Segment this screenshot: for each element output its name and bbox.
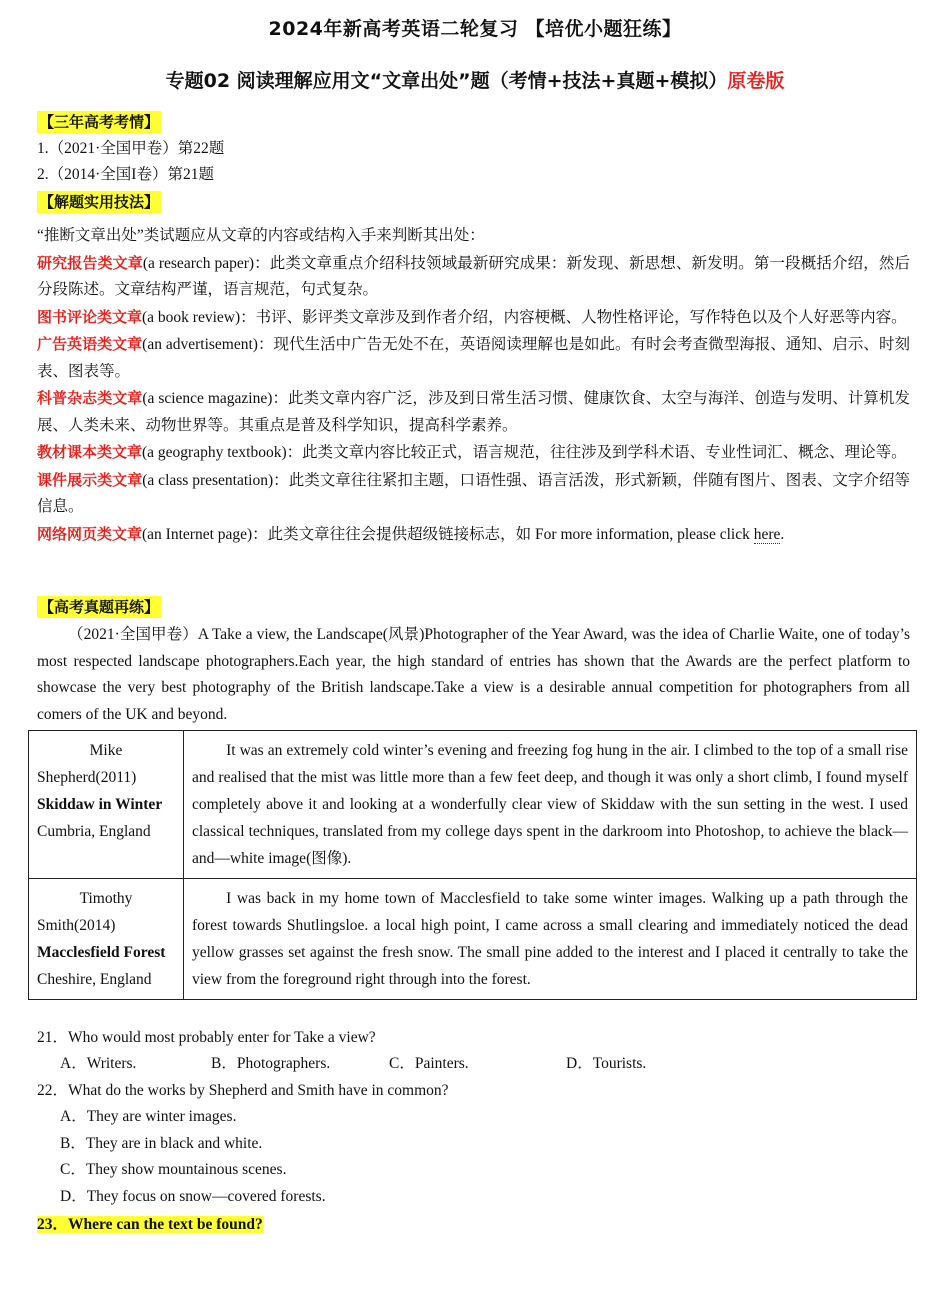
section-tag-tips: 【解题实用技法】 xyxy=(39,193,160,211)
category-presentation: 课件展示类文章(a class presentation)：此类文章往往紧扣主题，口语性强、语言活泼，形式新颖，伴随有图片、图表、文字介绍等信息。 xyxy=(37,470,910,515)
work-place: Cheshire, England xyxy=(37,971,152,988)
tips-body xyxy=(37,223,910,548)
option-21-a[interactable]: A．Writers. xyxy=(60,1055,137,1072)
question-22: 22．What do the works by Shepherd and Smith have in common? xyxy=(37,1082,449,1099)
section-tag-real: 【高考真题再练】 xyxy=(39,598,160,616)
entry-description: I was back in my home town of Macclesfield to take some winter images. Walking up a path through the forest towards Shutlingsloe. a local high point, I came across a small clearing and immediately noticed the dead yellow grasses set against the fresh snow. The small pine added to the interest and I placed it centrally to take the view from the foreground right through into the forest. xyxy=(184,879,917,1000)
here-link[interactable]: here xyxy=(753,525,781,543)
subtitle-main: 专题02 阅读理解应用文“文章出处”题（考情+技法+真题+模拟） xyxy=(165,70,728,92)
option-22-b[interactable]: B．They are in black and white. xyxy=(60,1135,263,1152)
option-22-c[interactable]: C．They show mountainous scenes. xyxy=(60,1161,287,1178)
option-21-b[interactable]: B．Photographers. xyxy=(211,1055,331,1072)
exam-item: 1.（2021·全国甲卷）第22题 xyxy=(37,140,225,157)
photographer-name: Mike xyxy=(89,742,123,759)
section-tag-exam: 【三年高考考情】 xyxy=(39,113,160,131)
entries-table xyxy=(28,730,917,1000)
option-22-a[interactable]: A．They are winter images. xyxy=(60,1108,237,1125)
photographer-year: Smith(2014) xyxy=(37,917,116,934)
option-22-d[interactable]: D．They focus on snow—covered forests. xyxy=(60,1188,326,1205)
option-21-c[interactable]: C．Painters. xyxy=(389,1055,469,1072)
category-research: 研究报告类文章(a research paper)：此类文章重点介绍科技领域最新研究成果：新发现、新思想、新发明。第一段概括介绍，然后分段陈述。文章结构严谨，语言规范，句式复杂。 xyxy=(37,253,910,298)
passage-intro: （2021·全国甲卷）A Take a view, the Landscape(风景)Photographer of the Year Award, was the idea of Charlie Waite, one of today’s most respected landscape photographers.Each year, the high standard of entries has shown that the Awards are the perfect platform to showcase the very best photography of the British landscape.Take a view is a desirable annual competition for photographers from all comers of the UK and beyond. xyxy=(37,626,910,723)
option-21-d[interactable]: D．Tourists. xyxy=(566,1055,647,1072)
question-21: 21．Who would most probably enter for Take a view? xyxy=(37,1029,376,1046)
work-title: Skiddaw in Winter xyxy=(37,796,163,813)
photographer-name: Timothy xyxy=(79,890,133,907)
work-title: Macclesfield Forest xyxy=(37,944,166,961)
table-row xyxy=(29,731,917,879)
entry-info xyxy=(29,731,184,879)
subtitle-version: 原卷版 xyxy=(727,70,785,92)
tips-intro: “推断文章出处”类试题应从文章的内容或结构入手来判断其出处： xyxy=(37,227,485,244)
document-title: 2024年新高考英语二轮复习 【培优小题狂练】 xyxy=(268,18,682,40)
category-science-magazine: 科普杂志类文章(a science magazine)：此类文章内容广泛，涉及到日常生活习惯、健康饮食、太空与海洋、创造与发明、计算机发展、人类未来、动物世界等。其重点是普及科学知识，提高科学素养。 xyxy=(37,389,910,434)
document-subtitle xyxy=(0,66,950,93)
category-book-review: 图书评论类文章(a book review)：书评、影评类文章涉及到作者介绍，内容梗概、人物性格评论，写作特色以及个人好恶等内容。 xyxy=(37,307,907,326)
exam-item: 2.（2014·全国I卷）第21题 xyxy=(37,166,214,183)
category-advertisement: 广告英语类文章(an advertisement)：现代生活中广告无处不在，英语阅读理解也是如此。有时会考查微型海报、通知、启示、时刻表、图表等。 xyxy=(37,335,910,380)
category-textbook: 教材课本类文章(a geography textbook)：此类文章内容比较正式，语言规范，往往涉及到学科术语、专业性词汇、概念、理论等。 xyxy=(37,443,907,461)
entry-info xyxy=(29,879,184,1000)
question-23: 23．Where can the text be found? xyxy=(37,1216,263,1233)
table-row xyxy=(29,879,917,1000)
photographer-year: Shepherd(2011) xyxy=(37,769,137,786)
entry-description: It was an extremely cold winter’s evening and freezing fog hung in the air. I climbed to the top of a small rise and realised that the mist was little more than a few feet deep, and though it was only a short climb, I found myself completely above it and looking at a wonderfully clear view of Skiddaw with the sun setting in the west. I used classical techniques, translated from my college days spent in the darkroom into Photoshop, to achieve the black—and—white image(图像). xyxy=(184,731,917,879)
category-internet-page: 网络网页类文章(an Internet page)：此类文章往往会提供超级链接标志，如 For more information, please click here. xyxy=(37,524,785,543)
work-place: Cumbria, England xyxy=(37,823,151,840)
